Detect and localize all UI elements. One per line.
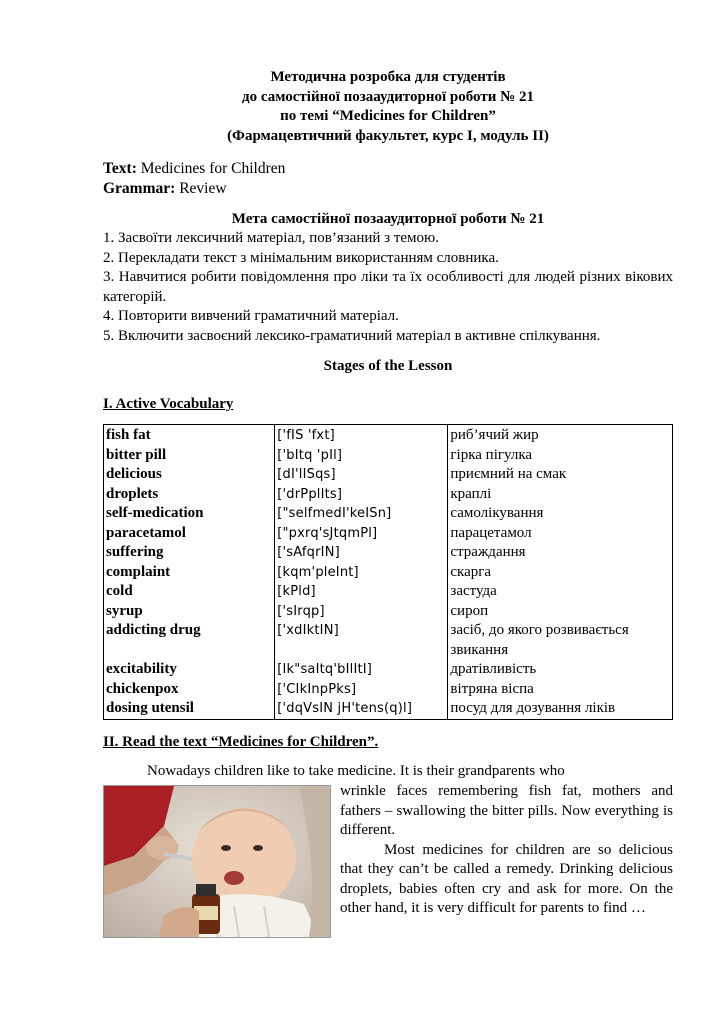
vocab-word: complaint [106, 563, 171, 580]
vocab-word: fish fat [106, 427, 151, 443]
vocab-word: excitability [106, 661, 177, 677]
vocab-transcription: ['drPplIts] [277, 486, 343, 502]
goal-item: 3. Навчитися робити повідомлення про ліки та їх особливості для людей різних вікових категорій. [103, 269, 673, 305]
vocab-translation: дратівливість [450, 661, 537, 677]
vocab-translation: сироп [450, 602, 489, 619]
vocab-translation: краплі [450, 485, 492, 502]
section-1-title: I. Active Vocabulary [103, 396, 234, 412]
vocab-translation: самолікування [450, 505, 544, 521]
vocab-word: addicting drug [106, 622, 201, 638]
goals-title: Мета самостійної позааудиторної роботи № 21 [231, 211, 545, 227]
document-header [103, 68, 673, 146]
section-2-title: II. Read the text “Medicines for Children”. [103, 734, 379, 750]
reading-paragraph-1-continuation [340, 782, 673, 919]
vocab-translation: скарга [450, 563, 492, 580]
header-line-3-prefix: по темі “ [280, 108, 340, 124]
translations-column [448, 425, 673, 720]
vocab-word: cold [106, 583, 133, 599]
vocab-word: self-medication [106, 505, 204, 521]
goal-item: 5. Включити засвоєний лексико-граматичний матеріал в активне спілкування. [103, 327, 601, 344]
header-line-2: до самостійної позааудиторної роботи № 21 [242, 88, 534, 105]
vocab-transcription: [kqm'pleInt] [277, 564, 359, 580]
goal-item: 1. Засвоїти лексичний матеріал, пов’язаний з темою. [103, 230, 439, 246]
text-line [103, 159, 285, 179]
grammar-value: Review [175, 180, 227, 197]
goal-item: 4. Повторити вивчений граматичний матеріал. [103, 308, 399, 324]
vocab-translation: застуда [450, 583, 497, 599]
vocab-word: suffering [106, 544, 164, 560]
vocab-word: paracetamol [106, 524, 186, 541]
vocab-transcription: ["pxrq'sJtqmPl] [277, 525, 378, 541]
paragraph-1-continuation-text: wrinkle faces remembering fish fat, mothers and fathers – swallowing the bitter pills. Now everything is different. [340, 783, 673, 838]
vocab-word: syrup [106, 602, 143, 619]
table-row [104, 425, 673, 720]
vocab-transcription: ['sIrqp] [277, 603, 325, 619]
vocab-transcription: ['bItq 'pIl] [277, 447, 343, 463]
header-line-3-title: Medicines for Children” [339, 108, 496, 124]
vocab-transcription: ["selfmedI'keISn] [277, 506, 392, 521]
reading-paragraph-2: Most medicines for children are so delicious that they can’t be called a remedy. Drinking delicious droplets, babies often cry and ask for more. On the other hand, it is very difficult for parents to find … [340, 841, 673, 916]
vocab-word: chickenpox [106, 680, 179, 697]
reading-paragraph-1: Nowadays children like to take medicine. It is their grandparents who [147, 763, 565, 779]
vocab-translation: риб’ячий жир [450, 427, 539, 443]
vocab-transcription: [Ik"saItq'bIlItI] [277, 662, 373, 677]
vocab-transcription: [kPld] [277, 584, 316, 599]
vocab-translation: парацетамол [450, 524, 532, 541]
header-line-4: (Фармацевтичний факультет, курс I, модуль II) [227, 127, 549, 144]
photo-illustration [104, 786, 330, 937]
vocab-translation: засіб, до якого розвивається звикання [450, 622, 629, 658]
vocab-translation: гірка пігулка [450, 446, 533, 463]
vocab-transcription: ['sAfqrIN] [277, 545, 340, 560]
transcriptions-column [275, 425, 448, 720]
vocab-transcription: ['fIS 'fxt] [277, 428, 335, 443]
vocab-transcription: [dI'lISqs] [277, 467, 336, 482]
vocab-transcription: ['CIkInpPks] [277, 681, 357, 697]
goals-list [103, 229, 673, 346]
stages-title: Stages of the Lesson [323, 358, 453, 374]
grammar-label: Grammar: [103, 180, 176, 197]
text-value: Medicines for Children [136, 160, 286, 177]
grammar-line [103, 179, 227, 199]
vocab-transcription: ['dqVsIN jH'tens(q)l] [277, 701, 413, 716]
vocabulary-table [103, 424, 673, 720]
header-line-1: Методична розробка для студентів [270, 69, 506, 85]
words-column [104, 425, 275, 720]
mother-feeding-baby-photo [103, 785, 331, 938]
vocab-translation: посуд для дозування ліків [450, 700, 616, 716]
vocab-word: bitter pill [106, 446, 167, 463]
vocab-translation: приємний на смак [450, 466, 567, 482]
vocab-transcription: ['xdIktIN] [277, 623, 339, 638]
vocab-translation: вітряна віспа [450, 680, 534, 697]
vocab-word: dosing utensil [106, 700, 194, 716]
vocab-word: droplets [106, 485, 159, 502]
vocab-word: delicious [106, 466, 162, 482]
header-line-3 [103, 107, 673, 127]
goal-item: 2. Перекладати текст з мінімальним використанням словника. [103, 249, 499, 266]
vocab-translation: страждання [450, 544, 526, 560]
text-label: Text: [103, 160, 137, 177]
